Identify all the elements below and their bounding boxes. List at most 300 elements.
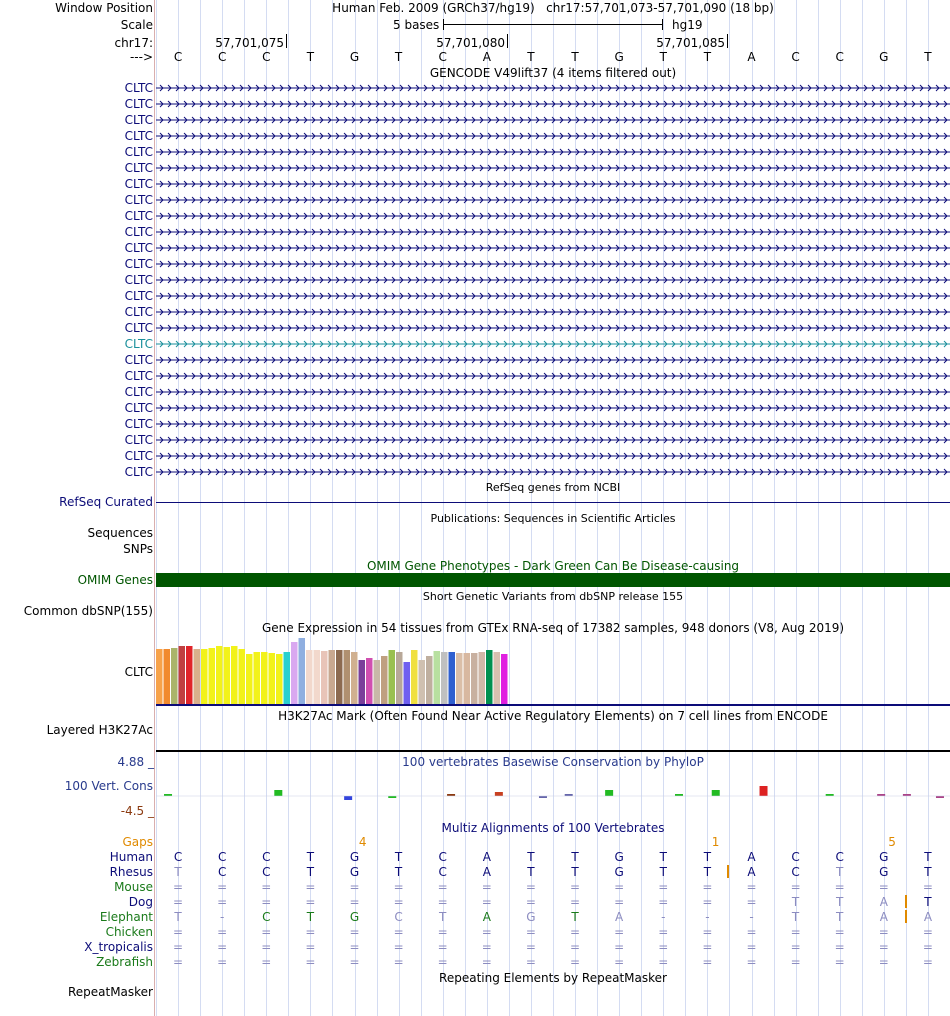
gtex-expression-chart[interactable] <box>156 634 950 706</box>
gtex-tissue-bar[interactable] <box>411 650 418 704</box>
multiz-base: = <box>790 925 801 939</box>
gencode-item-label[interactable]: CLTC <box>124 465 153 479</box>
multiz-base: = <box>217 925 228 939</box>
gtex-tissue-bar[interactable] <box>396 652 403 704</box>
multiz-base: = <box>702 940 713 954</box>
gtex-tissue-bar[interactable] <box>381 656 388 704</box>
multiz-base: T <box>924 895 932 909</box>
phylop-score-mark <box>447 794 455 796</box>
gtex-tissue-bar[interactable] <box>291 642 298 704</box>
multiz-base: = <box>393 880 404 894</box>
gencode-transcript[interactable] <box>156 227 950 237</box>
multiz-species-label[interactable]: Dog <box>128 895 153 909</box>
multiz-base: A <box>879 895 888 909</box>
gtex-tissue-bar[interactable] <box>254 652 261 704</box>
multiz-base: T <box>571 910 579 924</box>
multiz-base: T <box>659 865 667 879</box>
gencode-transcript[interactable] <box>156 387 950 397</box>
gencode-transcript[interactable] <box>156 291 950 301</box>
multiz-base: = <box>614 925 625 939</box>
gtex-tissue-bar[interactable] <box>456 653 463 704</box>
multiz-base: = <box>217 940 228 954</box>
multiz-base: = <box>437 955 448 969</box>
gtex-track-label[interactable]: CLTC <box>124 665 153 679</box>
gencode-transcript[interactable] <box>156 275 950 285</box>
multiz-base: = <box>878 940 889 954</box>
gtex-tissue-bar[interactable] <box>389 650 396 704</box>
multiz-base: = <box>570 895 581 909</box>
gencode-item-label[interactable]: CLTC <box>124 337 153 351</box>
multiz-base: = <box>393 955 404 969</box>
gencode-item-label[interactable]: CLTC <box>124 433 153 447</box>
multiz-base: = <box>217 895 228 909</box>
multiz-base: = <box>570 955 581 969</box>
multiz-base: = <box>481 895 492 909</box>
multiz-gap-count: 1 <box>711 835 720 849</box>
refseq-track-title: RefSeq genes from NCBI <box>485 481 621 494</box>
dbsnp-track-label[interactable]: Common dbSNP(155) <box>23 604 153 618</box>
multiz-base: - <box>705 910 710 924</box>
multiz-base: T <box>306 910 315 924</box>
multiz-base: T <box>924 865 932 879</box>
window-position-label: Window Position <box>55 1 153 15</box>
scale-assembly: hg19 <box>672 18 703 32</box>
multiz-base: T <box>703 850 712 864</box>
gtex-tissue-bar[interactable] <box>471 653 478 704</box>
multiz-base: = <box>261 895 272 909</box>
gencode-item-label[interactable]: CLTC <box>124 321 153 335</box>
multiz-base: = <box>261 940 272 954</box>
gencode-transcript[interactable] <box>156 99 950 109</box>
gencode-item-label[interactable]: CLTC <box>124 225 153 239</box>
multiz-base: - <box>661 910 666 924</box>
multiz-species-label[interactable]: Chicken <box>105 925 153 939</box>
base-letter: G <box>879 50 889 64</box>
gencode-item-label[interactable]: CLTC <box>124 193 153 207</box>
base-letter: C <box>173 50 183 64</box>
gtex-tissue-bar[interactable] <box>216 646 223 704</box>
phylop-score-mark <box>826 794 834 796</box>
multiz-base: T <box>527 865 535 879</box>
ruler-tick-label: 57,701,075 <box>215 36 284 50</box>
gencode-transcript[interactable] <box>156 83 950 93</box>
gencode-item-label[interactable]: CLTC <box>124 449 153 463</box>
omim-track-title: OMIM Gene Phenotypes - Dark Green Can Be Disease-causing <box>366 559 740 573</box>
scale-bar-start <box>443 19 444 30</box>
repeatmasker-track-title: Repeating Elements by RepeatMasker <box>439 971 667 985</box>
gencode-item-label[interactable]: CLTC <box>124 257 153 271</box>
multiz-species-label[interactable]: X_tropicalis <box>84 940 153 954</box>
gencode-transcript[interactable] <box>156 211 950 221</box>
multiz-base: = <box>702 895 713 909</box>
multiz-base: = <box>790 880 801 894</box>
multiz-base: T <box>924 850 932 864</box>
multiz-base: = <box>305 880 316 894</box>
base-letter: G <box>349 50 360 64</box>
phylop-score-mark <box>344 796 352 800</box>
phylop-score-mark <box>274 790 282 796</box>
gencode-transcript[interactable] <box>156 131 950 141</box>
omim-gene-bar[interactable] <box>156 573 950 587</box>
multiz-base: = <box>878 955 889 969</box>
gencode-transcript[interactable] <box>156 371 950 381</box>
gencode-item-label[interactable]: CLTC <box>124 273 153 287</box>
multiz-base: T <box>791 895 800 909</box>
multiz-base: = <box>481 925 492 939</box>
multiz-base: = <box>217 880 228 894</box>
gtex-tissue-bar[interactable] <box>314 650 321 704</box>
multiz-base: = <box>525 940 536 954</box>
multiz-base: = <box>437 925 448 939</box>
ruler-tick-mark <box>286 34 287 48</box>
multiz-base: = <box>481 880 492 894</box>
multiz-species-label[interactable]: Human <box>109 850 153 864</box>
multiz-base: = <box>746 880 757 894</box>
gtex-tissue-bar[interactable] <box>156 649 163 704</box>
multiz-base: T <box>439 910 447 924</box>
multiz-base: = <box>702 880 713 894</box>
gencode-item-label[interactable]: CLTC <box>124 161 153 175</box>
multiz-base: T <box>571 865 579 879</box>
base-letter: G <box>614 50 624 64</box>
multiz-base: = <box>437 880 448 894</box>
multiz-base: = <box>481 940 492 954</box>
multiz-base: G <box>526 910 536 924</box>
multiz-base: = <box>614 880 625 894</box>
gencode-item-label[interactable]: CLTC <box>124 369 153 383</box>
gencode-transcript[interactable] <box>156 259 950 269</box>
gencode-transcript[interactable] <box>156 307 950 317</box>
multiz-base: = <box>437 895 448 909</box>
multiz-base: = <box>349 955 360 969</box>
multiz-base: = <box>922 880 933 894</box>
phylop-score-mark <box>903 794 911 796</box>
h3k27ac-track-label[interactable]: Layered H3K27Ac <box>46 723 153 737</box>
base-letter: T <box>527 50 535 64</box>
scale-bar <box>443 24 663 25</box>
multiz-base: = <box>834 955 845 969</box>
gtex-tissue-bar[interactable] <box>464 653 471 704</box>
multiz-base: = <box>261 925 272 939</box>
strand-label: ---> <box>129 50 153 64</box>
gencode-transcript[interactable] <box>156 467 950 477</box>
multiz-base: A <box>482 850 491 864</box>
gencode-item-label[interactable]: CLTC <box>124 81 153 95</box>
gtex-tissue-bar[interactable] <box>261 652 268 704</box>
phylop-track-title: 100 vertebrates Basewise Conservation by PhyloP <box>402 755 704 769</box>
multiz-base: T <box>571 850 579 864</box>
gencode-item-label[interactable]: CLTC <box>124 385 153 399</box>
multiz-insertion-mark <box>727 865 729 878</box>
ruler-tick-mark <box>507 34 508 48</box>
gtex-tissue-bar[interactable] <box>329 650 336 704</box>
multiz-base: = <box>525 955 536 969</box>
gtex-tissue-bar[interactable] <box>351 652 358 704</box>
gencode-item-label[interactable]: CLTC <box>124 177 153 191</box>
multiz-base: C <box>835 850 844 864</box>
multiz-base: = <box>349 895 360 909</box>
multiz-base: = <box>305 925 316 939</box>
multiz-base: G <box>349 850 360 864</box>
multiz-gap-count: 4 <box>358 835 367 849</box>
phylop-score-mark <box>164 794 172 796</box>
gtex-tissue-bar[interactable] <box>171 648 178 704</box>
gtex-tissue-bar[interactable] <box>306 650 313 704</box>
base-letter: A <box>482 50 491 64</box>
multiz-gap-count: 5 <box>888 835 896 849</box>
gtex-tissue-bar[interactable] <box>441 652 448 704</box>
multiz-base: T <box>174 910 182 924</box>
gencode-item-label[interactable]: CLTC <box>124 241 153 255</box>
gtex-tissue-bar[interactable] <box>449 652 456 704</box>
gtex-tissue-bar[interactable] <box>374 660 381 704</box>
multiz-base: = <box>922 955 933 969</box>
gtex-tissue-bar[interactable] <box>224 647 231 704</box>
multiz-base: C <box>217 850 227 864</box>
ruler-tick-label: 57,701,080 <box>436 36 505 50</box>
multiz-base: = <box>614 955 625 969</box>
multiz-base: G <box>879 850 889 864</box>
multiz-base: G <box>614 865 624 879</box>
multiz-base: = <box>702 955 713 969</box>
gencode-transcript[interactable] <box>156 163 950 173</box>
gencode-transcript[interactable] <box>156 243 950 253</box>
multiz-base: C <box>217 865 227 879</box>
multiz-base: = <box>261 880 272 894</box>
phylop-score-mark <box>388 796 396 798</box>
multiz-base: = <box>790 955 801 969</box>
multiz-species-label[interactable]: Elephant <box>99 910 153 924</box>
gtex-tissue-bar[interactable] <box>276 654 283 704</box>
refseq-track-label[interactable]: RefSeq Curated <box>59 495 153 509</box>
multiz-base: = <box>305 955 316 969</box>
repeatmasker-track-label[interactable]: RepeatMasker <box>67 985 153 999</box>
multiz-base: C <box>262 865 271 879</box>
gencode-transcript[interactable] <box>156 451 950 461</box>
gencode-transcript[interactable] <box>156 355 950 365</box>
gtex-tissue-bar[interactable] <box>336 650 343 704</box>
multiz-base: = <box>658 925 669 939</box>
multiz-base: T <box>703 865 712 879</box>
gtex-tissue-bar[interactable] <box>179 646 186 704</box>
track-label-divider <box>154 0 155 1016</box>
multiz-base: C <box>173 850 183 864</box>
base-letter: C <box>791 50 800 64</box>
multiz-base: = <box>349 925 360 939</box>
gencode-item-label[interactable]: CLTC <box>124 145 153 159</box>
multiz-insertion-mark <box>905 910 907 923</box>
multiz-base: = <box>481 955 492 969</box>
phylop-score-mark <box>760 786 768 796</box>
multiz-base: = <box>746 940 757 954</box>
gtex-tissue-bar[interactable] <box>231 646 238 704</box>
multiz-base: = <box>349 880 360 894</box>
multiz-base: = <box>834 925 845 939</box>
multiz-base: = <box>834 940 845 954</box>
chrom-label: chr17: <box>114 36 153 50</box>
ruler-tick-label: 57,701,085 <box>656 36 725 50</box>
multiz-base: G <box>879 865 889 879</box>
multiz-base: = <box>878 880 889 894</box>
multiz-base: = <box>525 895 536 909</box>
omim-track-label[interactable]: OMIM Genes <box>77 573 153 587</box>
gencode-transcript[interactable] <box>156 403 950 413</box>
multiz-base: A <box>747 865 756 879</box>
base-letter: A <box>747 50 756 64</box>
multiz-insertion-mark <box>905 895 907 908</box>
multiz-base: = <box>525 880 536 894</box>
multiz-base: A <box>923 910 933 924</box>
gencode-item-label[interactable]: CLTC <box>124 129 153 143</box>
gtex-tissue-bar[interactable] <box>479 652 486 704</box>
gencode-item-label[interactable]: CLTC <box>124 97 153 111</box>
multiz-base: = <box>173 895 184 909</box>
multiz-species-label[interactable]: Rhesus <box>109 865 153 879</box>
gencode-transcript[interactable] <box>156 323 950 333</box>
phylop-max-label: 4.88 _ <box>117 755 154 769</box>
multiz-base: = <box>658 880 669 894</box>
gtex-tissue-bar[interactable] <box>344 650 351 704</box>
multiz-base: C <box>791 865 800 879</box>
multiz-base: = <box>525 925 536 939</box>
multiz-base: = <box>658 955 669 969</box>
scale-label: Scale <box>120 18 153 32</box>
base-letter: T <box>924 50 932 64</box>
multiz-base: = <box>393 925 404 939</box>
gencode-item-label[interactable]: CLTC <box>124 289 153 303</box>
gtex-tissue-bar[interactable] <box>434 651 441 704</box>
base-letter: T <box>394 50 403 64</box>
phylop-track-label[interactable]: 100 Vert. Cons <box>64 779 153 793</box>
base-letter: C <box>835 50 844 64</box>
multiz-base: = <box>173 880 184 894</box>
gencode-transcript[interactable] <box>156 147 950 157</box>
multiz-base: C <box>262 850 271 864</box>
gtex-tissue-bar[interactable] <box>366 658 373 704</box>
base-letter: T <box>571 50 579 64</box>
gencode-item-label[interactable]: CLTC <box>124 209 153 223</box>
multiz-base: = <box>393 940 404 954</box>
gtex-tissue-bar[interactable] <box>194 649 201 704</box>
multiz-base: G <box>349 910 360 924</box>
multiz-base: = <box>305 940 316 954</box>
multiz-base: C <box>791 850 800 864</box>
multiz-base: T <box>394 865 403 879</box>
phylop-score-mark <box>675 794 683 796</box>
multiz-base: A <box>747 850 756 864</box>
refseq-gene-line[interactable] <box>156 502 950 503</box>
multiz-base: = <box>834 880 845 894</box>
gtex-tissue-bar[interactable] <box>419 660 426 704</box>
gtex-tissue-bar[interactable] <box>404 662 411 704</box>
phylop-score-mark <box>565 794 573 796</box>
gencode-transcript[interactable] <box>156 435 950 445</box>
base-letter: C <box>262 50 271 64</box>
gtex-tissue-bar[interactable] <box>501 654 508 704</box>
phylop-score-mark <box>539 796 547 798</box>
base-letter: T <box>306 50 315 64</box>
multiz-gaps-label[interactable]: Gaps <box>122 835 153 849</box>
h3k27ac-baseline <box>156 750 950 752</box>
gtex-tissue-bar[interactable] <box>246 654 253 704</box>
ruler-tick-mark <box>727 34 728 48</box>
phylop-conservation-plot[interactable] <box>156 770 950 820</box>
gencode-item-label[interactable]: CLTC <box>124 417 153 431</box>
multiz-base: A <box>482 910 491 924</box>
gtex-tissue-bar[interactable] <box>299 638 306 704</box>
gtex-tissue-bar[interactable] <box>426 656 433 704</box>
phylop-score-mark <box>495 792 503 796</box>
gtex-tissue-bar[interactable] <box>164 649 171 704</box>
multiz-base: A <box>482 865 491 879</box>
multiz-species-label[interactable]: Zebrafish <box>96 955 153 969</box>
multiz-base: T <box>174 865 182 879</box>
multiz-base: C <box>262 910 271 924</box>
phylop-score-mark <box>936 796 944 798</box>
multiz-base: = <box>922 925 933 939</box>
base-letter: T <box>659 50 667 64</box>
phylop-score-mark <box>605 790 613 796</box>
multiz-base: G <box>614 850 624 864</box>
multiz-base: = <box>349 940 360 954</box>
gtex-tissue-bar[interactable] <box>321 651 328 704</box>
phylop-score-mark <box>712 790 720 796</box>
multiz-base: T <box>306 850 315 864</box>
scale-text: 5 bases <box>393 18 440 32</box>
gencode-item-label[interactable]: CLTC <box>124 113 153 127</box>
gtex-track-title: Gene Expression in 54 tissues from GTEx RNA-seq of 17382 samples, 948 donors (V8, Aug 2019) <box>261 621 845 635</box>
publications-snps-label[interactable]: SNPs <box>123 542 153 556</box>
gencode-transcript[interactable] <box>156 419 950 429</box>
multiz-base: = <box>878 925 889 939</box>
gtex-tissue-bar[interactable] <box>209 648 216 704</box>
gtex-tissue-bar[interactable] <box>486 650 493 704</box>
gtex-tissue-bar[interactable] <box>494 652 501 704</box>
gencode-item-label[interactable]: CLTC <box>124 401 153 415</box>
gtex-tissue-bar[interactable] <box>284 652 291 704</box>
gencode-transcript[interactable] <box>156 339 950 349</box>
publications-track-title: Publications: Sequences in Scientific Articles <box>430 512 676 525</box>
multiz-base: = <box>570 940 581 954</box>
multiz-base: = <box>393 895 404 909</box>
phylop-min-label: -4.5 _ <box>120 804 154 818</box>
gtex-tissue-bar[interactable] <box>201 649 208 704</box>
window-position-text: Human Feb. 2009 (GRCh37/hg19) chr17:57,701,073-57,701,090 (18 bp) <box>332 1 774 15</box>
multiz-base: T <box>836 895 844 909</box>
gtex-tissue-bar[interactable] <box>239 649 246 704</box>
multiz-base: T <box>527 850 535 864</box>
gencode-item-label[interactable]: CLTC <box>124 353 153 367</box>
gencode-transcript[interactable] <box>156 179 950 189</box>
multiz-track-title: Multiz Alignments of 100 Vertebrates <box>441 821 665 835</box>
multiz-base: = <box>173 955 184 969</box>
gencode-transcript[interactable] <box>156 195 950 205</box>
gencode-transcript[interactable] <box>156 115 950 125</box>
multiz-base: = <box>746 925 757 939</box>
multiz-base: T <box>791 910 800 924</box>
multiz-base: A <box>879 910 888 924</box>
multiz-species-label[interactable]: Mouse <box>114 880 153 894</box>
gencode-item-label[interactable]: CLTC <box>124 305 153 319</box>
publications-sequences-label[interactable]: Sequences <box>87 526 153 540</box>
gtex-tissue-bar[interactable] <box>359 660 366 704</box>
multiz-base: = <box>217 955 228 969</box>
multiz-base: = <box>702 925 713 939</box>
gtex-tissue-bar[interactable] <box>186 646 193 704</box>
multiz-base: = <box>261 955 272 969</box>
multiz-base: T <box>394 850 403 864</box>
gtex-tissue-bar[interactable] <box>269 653 276 704</box>
